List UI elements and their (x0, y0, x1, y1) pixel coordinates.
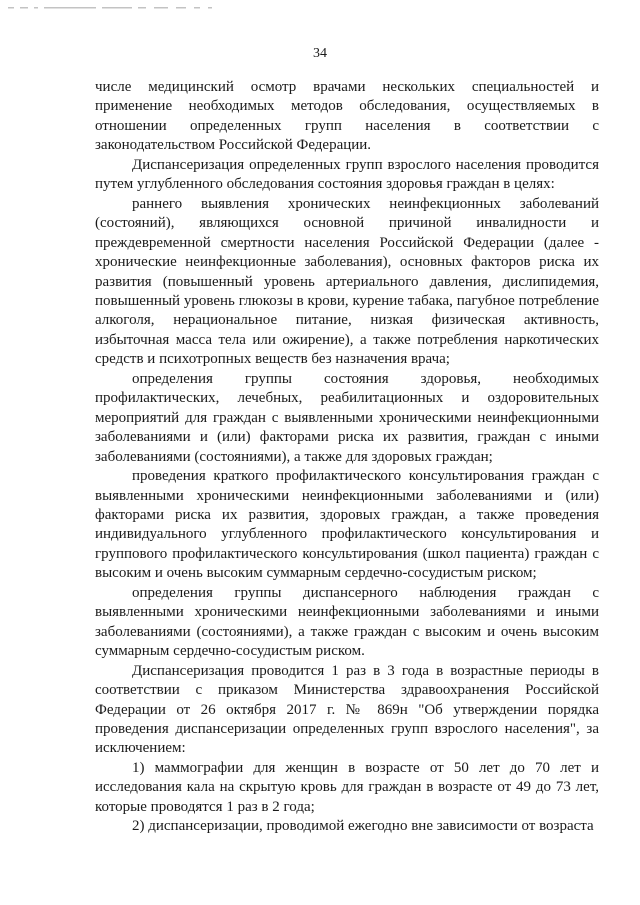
paragraph-frequency: Диспансеризация проводится 1 раз в 3 года в возрастные периоды в соответствии с приказом Министерства здравоохранения Российской Федерации от 26 октября 2017 г. № 869н "Об утверждении порядка проведения диспансеризации определенных групп взрослого населения", за исключением: (95, 662, 599, 757)
page-number: 34 (313, 46, 327, 61)
paragraph-screening-purpose: Диспансеризация определенных групп взрослого населения проводится путем углубленного обследования состояния здоровья граждан в целях: (95, 156, 599, 193)
paragraph-early-detection: раннего выявления хронических неинфекционных заболеваний (состояний), являющихся основной причиной инвалидности и преждевременной смертности населения Российской Федерации (далее - хронические неинфекционные заболевания), основных факторов риска их развития (повышенный уровень артериального давления, дислипидемия, повышенный уровень глюкозы в крови, курение табака, пагубное потребление алкоголя, нерациональное питание, низкая физическая активность, избыточная масса тела или ожирение), а также потребления наркотических средств и психотропных веществ без назначения врача; (95, 195, 599, 368)
scan-artifact-marks (8, 5, 248, 11)
paragraph-screening-scope: числе медицинский осмотр врачами нескольких специальностей и применение необходимых методов обследования, осуществляемых в отношении определенных групп населения в соответствии с законодательством Российской Федерации. (95, 79, 599, 154)
paragraph-exception-1: 1) маммографии для женщин в возрасте от 50 лет до 70 лет и исследования кала на скрытую кровь для граждан в возрасте от 49 до 73 лет, которые проводятся 1 раз в 2 года; (95, 759, 599, 815)
paragraph-exception-2: 2) диспансеризации, проводимой ежегодно вне зависимости от возраста (132, 818, 594, 835)
document-body (95, 78, 599, 837)
paragraph-dispensary-group: определения группы диспансерного наблюдения граждан с выявленными хроническими неинфекционными заболеваниями и иными заболеваниями (состояниями), а также граждан с высоким и очень высоким суммарным сердечно-сосудистым риском. (95, 584, 599, 660)
paragraph-counseling: проведения краткого профилактического консультирования граждан с выявленными хроническими неинфекционными заболеваниями и (или) факторами риска их развития, здоровых граждан, а также проведения индивидуального углубленного профилактического консультирования и группового профилактического консультирования (школ пациента) граждан с высоким и очень высоким суммарным сердечно-сосудистым риском; (95, 468, 599, 582)
paragraph-health-group: определения группы состояния здоровья, необходимых профилактических, лечебных, реабилитационных и оздоровительных мероприятий для граждан с выявленными хроническими неинфекционными заболеваниями и (или) факторами риска их развития, граждан с иными заболеваниями (состояниями), а также для здоровых граждан; (95, 370, 599, 465)
